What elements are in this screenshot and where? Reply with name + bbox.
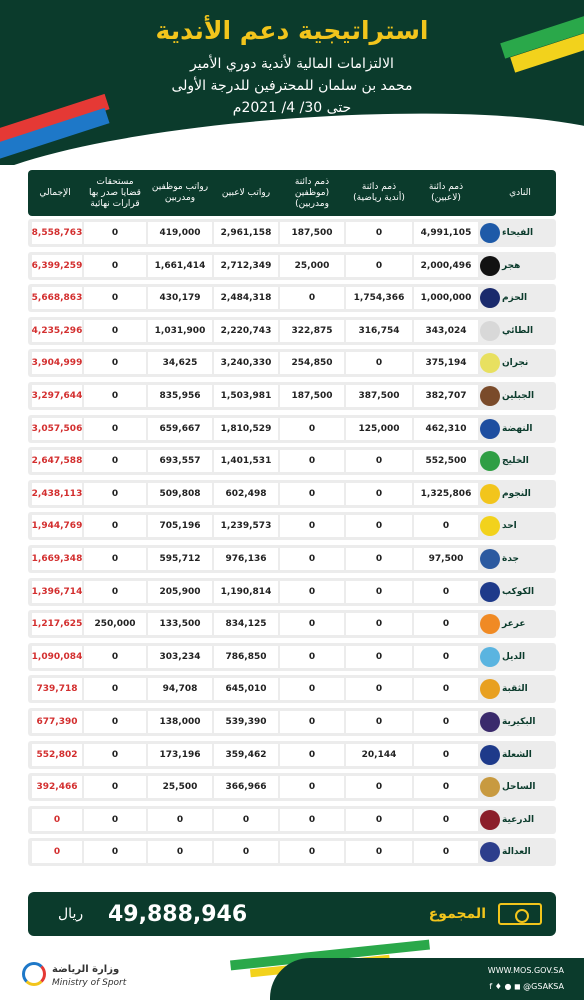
cell-salaries-players: 976,136 (214, 548, 278, 570)
cell-total: 1,090,084 (32, 646, 82, 668)
website-link[interactable]: WWW.MOS.GOV.SA (487, 966, 564, 975)
club-logo-icon (480, 223, 500, 243)
footer-band (270, 958, 584, 1000)
cell-salaries-players: 539,390 (214, 711, 278, 733)
cell-salaries-players: 1,239,573 (214, 515, 278, 537)
subtitle-line2: محمد بن سلمان للمحترفين للدرجة الأولى (171, 78, 413, 94)
money-icon (498, 903, 542, 925)
club-logo-icon (480, 256, 500, 276)
cell-lawsuits: 0 (84, 581, 146, 603)
cell-lawsuits: 0 (84, 841, 146, 863)
cell-lawsuits: 0 (84, 450, 146, 472)
club-name: الثقبة (502, 684, 528, 695)
cell-staff-coaches: 187,500 (280, 385, 344, 407)
cell-sports-clubs: 0 (346, 352, 412, 374)
table-row (28, 219, 556, 247)
table-row (28, 415, 556, 443)
subtitle-line1: الالتزامات المالية لأندية دوري الأمير (190, 56, 394, 72)
club-logo-icon (480, 353, 500, 373)
cell-salaries-staff: 1,661,414 (148, 255, 212, 277)
club-name: الكوكب (502, 586, 535, 597)
cell-total: 0 (32, 841, 82, 863)
ministry-name-ar: وزارة الرياضة (52, 964, 120, 975)
table-row (28, 675, 556, 703)
cell-lawsuits: 0 (84, 776, 146, 798)
col-players: ذمم دائنة (لاعبين) (428, 182, 464, 203)
cell-total: 1,217,625 (32, 613, 82, 635)
cell-staff-coaches: 0 (280, 581, 344, 603)
club-name: الشعلة (502, 749, 532, 760)
cell-total: 3,057,506 (32, 418, 82, 440)
table-row (28, 252, 556, 280)
club-logo-icon (480, 516, 500, 536)
table-row (28, 349, 556, 377)
cell-salaries-staff: 705,196 (148, 515, 212, 537)
cell-total: 0 (32, 809, 82, 831)
table-row (28, 838, 556, 866)
cell-players: 2,000,496 (414, 255, 478, 277)
cell-staff-coaches: 25,000 (280, 255, 344, 277)
club-name: البكيرية (502, 717, 536, 727)
cell-players: 0 (414, 613, 478, 635)
col-staff-coaches: ذمم دائنة (موظفين ومدربين) (294, 176, 330, 209)
col-total: الإجمالي (39, 187, 71, 198)
table-row (28, 578, 556, 606)
cell-salaries-players: 786,850 (214, 646, 278, 668)
cell-salaries-players: 1,190,814 (214, 581, 278, 603)
club-name: الساحل (502, 782, 536, 793)
cell-sports-clubs: 1,754,366 (346, 287, 412, 309)
club-name: الديل (502, 651, 526, 662)
club-logo-icon (480, 777, 500, 797)
cell-staff-coaches: 322,875 (280, 320, 344, 342)
cell-sports-clubs: 0 (346, 483, 412, 505)
col-lawsuits: مستحقات قضايا صدر بها قرارات نهائية (89, 176, 141, 209)
page-title: استراتيجية دعم الأندية (155, 16, 429, 45)
cell-staff-coaches: 0 (280, 711, 344, 733)
cell-players: 0 (414, 678, 478, 700)
summary-label: المجموع (428, 906, 486, 922)
cell-staff-coaches: 0 (280, 548, 344, 570)
cell-lawsuits: 0 (84, 809, 146, 831)
cell-staff-coaches: 0 (280, 613, 344, 635)
cell-total: 6,399,259 (32, 255, 82, 277)
cell-salaries-staff: 509,808 (148, 483, 212, 505)
cell-sports-clubs: 0 (346, 255, 412, 277)
cell-players: 375,194 (414, 352, 478, 374)
cell-sports-clubs: 0 (346, 809, 412, 831)
cell-lawsuits: 0 (84, 678, 146, 700)
cell-salaries-players: 2,712,349 (214, 255, 278, 277)
cell-salaries-staff: 693,557 (148, 450, 212, 472)
cell-salaries-staff: 0 (148, 841, 212, 863)
cell-salaries-staff: 138,000 (148, 711, 212, 733)
cell-lawsuits: 0 (84, 515, 146, 537)
club-name: الدرعية (502, 814, 535, 825)
cell-lawsuits: 0 (84, 320, 146, 342)
club-name: عرعر (502, 619, 526, 630)
cell-salaries-players: 3,240,330 (214, 352, 278, 374)
cell-sports-clubs: 0 (346, 548, 412, 570)
cell-staff-coaches: 0 (280, 287, 344, 309)
cell-sports-clubs: 125,000 (346, 418, 412, 440)
cell-players: 462,310 (414, 418, 478, 440)
cell-players: 4,991,105 (414, 222, 478, 244)
cell-salaries-players: 1,401,531 (214, 450, 278, 472)
club-name: نجران (502, 358, 529, 369)
club-logo-icon (480, 810, 500, 830)
table-row (28, 741, 556, 769)
table-row (28, 545, 556, 573)
cell-salaries-staff: 34,625 (148, 352, 212, 374)
cell-salaries-staff: 835,956 (148, 385, 212, 407)
club-name: الحزم (502, 293, 528, 304)
table-row (28, 382, 556, 410)
cell-staff-coaches: 0 (280, 515, 344, 537)
col-club: النادي (509, 187, 531, 198)
club-logo-icon (480, 745, 500, 765)
cell-salaries-players: 2,220,743 (214, 320, 278, 342)
cell-salaries-players: 0 (214, 809, 278, 831)
club-name: النهضة (502, 423, 533, 434)
cell-lawsuits: 0 (84, 255, 146, 277)
club-name: جدة (502, 554, 519, 564)
cell-staff-coaches: 0 (280, 483, 344, 505)
cell-players: 0 (414, 646, 478, 668)
cell-total: 5,668,863 (32, 287, 82, 309)
table-row (28, 512, 556, 540)
cell-staff-coaches: 0 (280, 841, 344, 863)
cell-salaries-staff: 659,667 (148, 418, 212, 440)
cell-salaries-staff: 595,712 (148, 548, 212, 570)
cell-lawsuits: 250,000 (84, 613, 146, 635)
cell-salaries-players: 359,462 (214, 744, 278, 766)
col-salaries-players: رواتب لاعبين (221, 187, 271, 198)
cell-players: 1,325,806 (414, 483, 478, 505)
table-row (28, 447, 556, 475)
table-row (28, 480, 556, 508)
club-logo-icon (480, 288, 500, 308)
cell-salaries-players: 645,010 (214, 678, 278, 700)
cell-total: 4,235,296 (32, 320, 82, 342)
cell-staff-coaches: 0 (280, 776, 344, 798)
club-logo-icon (480, 386, 500, 406)
cell-salaries-players: 366,966 (214, 776, 278, 798)
club-name: العدالة (502, 847, 531, 858)
cell-players: 0 (414, 809, 478, 831)
club-name: النجوم (502, 488, 531, 499)
cell-staff-coaches: 0 (280, 646, 344, 668)
cell-players: 0 (414, 711, 478, 733)
table-row (28, 317, 556, 345)
club-name: هجر (502, 260, 521, 271)
table-header (28, 170, 556, 216)
cell-players: 0 (414, 515, 478, 537)
club-logo-icon (480, 647, 500, 667)
cell-sports-clubs: 316,754 (346, 320, 412, 342)
col-salaries-staff: رواتب موظفين ومدربين (151, 182, 209, 203)
cell-salaries-staff: 1,031,900 (148, 320, 212, 342)
cell-salaries-players: 2,961,158 (214, 222, 278, 244)
cell-players: 0 (414, 744, 478, 766)
cell-sports-clubs: 0 (346, 711, 412, 733)
summary-bar (28, 892, 556, 936)
cell-players: 1,000,000 (414, 287, 478, 309)
cell-sports-clubs: 0 (346, 646, 412, 668)
cell-staff-coaches: 0 (280, 744, 344, 766)
cell-total: 1,396,714 (32, 581, 82, 603)
cell-sports-clubs: 0 (346, 776, 412, 798)
cell-salaries-players: 1,810,529 (214, 418, 278, 440)
cell-sports-clubs: 0 (346, 581, 412, 603)
cell-staff-coaches: 187,500 (280, 222, 344, 244)
club-logo-icon (480, 321, 500, 341)
table-row (28, 708, 556, 736)
subtitle-date: حتى 30/ 4/ 2021م (232, 100, 352, 116)
club-name: الفيحاء (502, 228, 534, 238)
cell-salaries-players: 602,498 (214, 483, 278, 505)
club-logo-icon (480, 679, 500, 699)
social-handle[interactable]: f ♦ ● ◼ @GSAKSA (489, 982, 564, 991)
club-name: الطائي (502, 325, 534, 336)
cell-salaries-staff: 419,000 (148, 222, 212, 244)
cell-lawsuits: 0 (84, 744, 146, 766)
cell-total: 1,669,348 (32, 548, 82, 570)
cell-sports-clubs: 387,500 (346, 385, 412, 407)
club-logo-icon (480, 451, 500, 471)
cell-salaries-players: 1,503,981 (214, 385, 278, 407)
club-logo-icon (480, 549, 500, 569)
cell-total: 2,647,588 (32, 450, 82, 472)
table-row (28, 773, 556, 801)
cell-salaries-staff: 133,500 (148, 613, 212, 635)
cell-players: 0 (414, 581, 478, 603)
cell-players: 382,707 (414, 385, 478, 407)
cell-total: 3,297,644 (32, 385, 82, 407)
cell-staff-coaches: 0 (280, 809, 344, 831)
cell-salaries-staff: 0 (148, 809, 212, 831)
cell-staff-coaches: 254,850 (280, 352, 344, 374)
cell-lawsuits: 0 (84, 548, 146, 570)
cell-salaries-players: 0 (214, 841, 278, 863)
cell-players: 97,500 (414, 548, 478, 570)
cell-lawsuits: 0 (84, 287, 146, 309)
cell-staff-coaches: 0 (280, 678, 344, 700)
cell-lawsuits: 0 (84, 711, 146, 733)
cell-salaries-staff: 173,196 (148, 744, 212, 766)
cell-lawsuits: 0 (84, 352, 146, 374)
cell-players: 343,024 (414, 320, 478, 342)
cell-lawsuits: 0 (84, 483, 146, 505)
cell-players: 0 (414, 776, 478, 798)
cell-salaries-players: 834,125 (214, 613, 278, 635)
club-name: الخليج (502, 456, 529, 467)
club-name: احد (502, 521, 517, 532)
cell-players: 552,500 (414, 450, 478, 472)
table-row (28, 610, 556, 638)
cell-sports-clubs: 0 (346, 678, 412, 700)
ministry-logo-icon (22, 962, 46, 986)
cell-total: 392,466 (32, 776, 82, 798)
cell-total: 739,718 (32, 678, 82, 700)
club-logo-icon (480, 614, 500, 634)
cell-staff-coaches: 0 (280, 450, 344, 472)
cell-sports-clubs: 0 (346, 450, 412, 472)
cell-salaries-staff: 94,708 (148, 678, 212, 700)
cell-sports-clubs: 20,144 (346, 744, 412, 766)
cell-lawsuits: 0 (84, 418, 146, 440)
cell-total: 2,438,113 (32, 483, 82, 505)
cell-salaries-staff: 25,500 (148, 776, 212, 798)
club-logo-icon (480, 712, 500, 732)
cell-lawsuits: 0 (84, 385, 146, 407)
cell-total: 677,390 (32, 711, 82, 733)
table-row (28, 643, 556, 671)
cell-salaries-players: 2,484,318 (214, 287, 278, 309)
cell-sports-clubs: 0 (346, 841, 412, 863)
club-logo-icon (480, 419, 500, 439)
table-row (28, 284, 556, 312)
club-logo-icon (480, 582, 500, 602)
club-name: الجبلين (502, 391, 535, 401)
cell-total: 552,802 (32, 744, 82, 766)
club-logo-icon (480, 484, 500, 504)
cell-sports-clubs: 0 (346, 222, 412, 244)
cell-salaries-staff: 430,179 (148, 287, 212, 309)
cell-staff-coaches: 0 (280, 418, 344, 440)
cell-sports-clubs: 0 (346, 515, 412, 537)
cell-lawsuits: 0 (84, 222, 146, 244)
cell-lawsuits: 0 (84, 646, 146, 668)
cell-total: 1,944,769 (32, 515, 82, 537)
cell-players: 0 (414, 841, 478, 863)
cell-total: 3,904,999 (32, 352, 82, 374)
cell-total: 8,558,763 (32, 222, 82, 244)
table-row (28, 806, 556, 834)
club-logo-icon (480, 842, 500, 862)
ministry-name-en: Ministry of Sport (52, 978, 127, 988)
summary-value: 49,888,946 (108, 901, 248, 927)
cell-sports-clubs: 0 (346, 613, 412, 635)
summary-currency: ريال (58, 906, 84, 922)
col-sports-clubs: ذمم دائنة (أندية رياضية) (353, 182, 405, 203)
cell-salaries-staff: 303,234 (148, 646, 212, 668)
cell-salaries-staff: 205,900 (148, 581, 212, 603)
